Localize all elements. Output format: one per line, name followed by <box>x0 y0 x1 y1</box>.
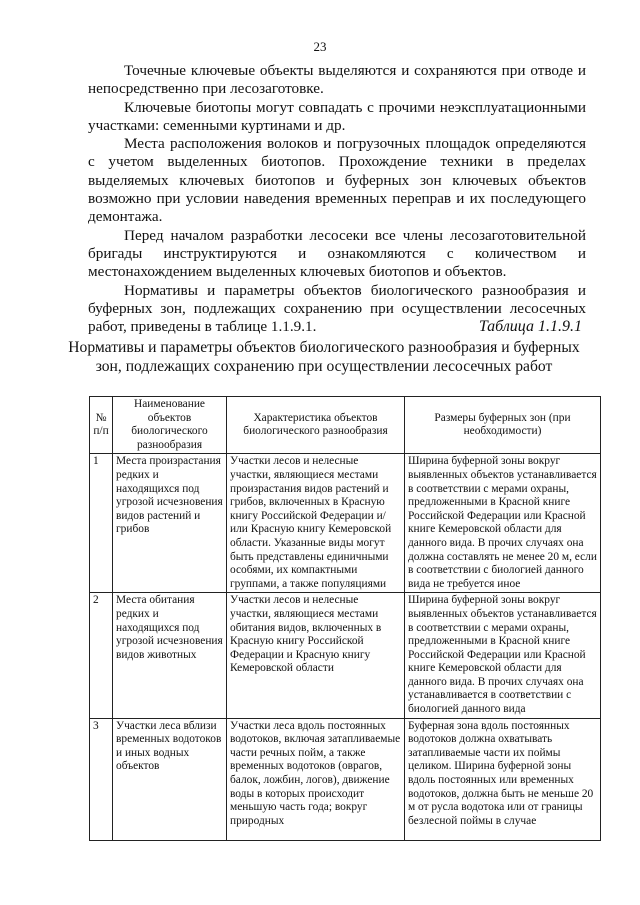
row-buffer: Ширина буферной зоны вокруг выявленных объектов устанавливается в соответствии с мерами охраны, предложенными в Красной книге Российской Федерации или Красной книге Кемеровской области для данного вида. В прочих случаях она устанавливается в соответствии с биологией данного вида <box>405 593 601 718</box>
row-num: 3 <box>90 718 113 840</box>
paragraph: Места расположения волоков и погрузочных площадок определяются с учетом выделенных биотопов. Прохождение техники в пределах выделяемых ключевых биотопов и буферных зон ключевых объектов возможно при условии наведения временных переправ и их последующего демонтажа. <box>88 135 586 226</box>
row-num: 2 <box>90 593 113 718</box>
biodiversity-table <box>89 396 601 841</box>
paragraph: Перед началом разработки лесосеки все члены лесозаготовительной бригады инструктируются и ознакомляются с количеством и местонахождением выделенных ключевых биотопов и объектов. <box>88 226 586 281</box>
paragraph: Ключевые биотопы могут совпадать с прочими неэксплуатационными участками: семенными куртинами и др. <box>88 98 586 134</box>
header-num: № п/п <box>90 397 113 454</box>
header-characteristic: Характеристика объектов биологического разнообразия <box>227 397 405 454</box>
body-text <box>88 62 586 336</box>
table-header-row <box>90 397 601 454</box>
row-num: 1 <box>90 454 113 593</box>
row-characteristic: Участки лесов и нелесные участки, являющиеся местами произрастания видов растений и грибов, включенных в Красную книгу Российской Федерации и/или Красную книгу Кемеровской области. Указанные виды могут быть представлены единичными особями, их компактными группами, а также популяциями <box>227 454 405 593</box>
row-name: Места произрастания редких и находящихся под угрозой исчезновения видов растений и грибов <box>113 454 227 593</box>
header-buffer: Размеры буферных зон (при необходимости) <box>405 397 601 454</box>
row-name: Участки леса вблизи временных водотоков и иных водных объектов <box>113 718 227 840</box>
row-characteristic: Участки лесов и нелесные участки, являющиеся местами обитания видов, включенных в Красную книгу Российской Федерации и Красную книгу Кемеровской области <box>227 593 405 718</box>
paragraph: Нормативы и параметры объектов биологического разнообразия и буферных зон, подлежащих сохранению при осуществлении лесосечных работ, приведены в таблице 1.1.9.1. <box>88 281 586 336</box>
table-row <box>90 718 601 840</box>
table-label: Таблица 1.1.9.1 <box>478 318 582 335</box>
page-number: 23 <box>313 39 327 54</box>
table-row <box>90 454 601 593</box>
row-characteristic: Участки леса вдоль постоянных водотоков, включая затапливаемые части речных пойм, а также временных водотоков (оврагов, балок, ложбин, логов), движение воды в которых происходит меньшую часть года; вокруг природных <box>227 718 405 840</box>
header-name: Наименование объектов биологического разнообразия <box>113 397 227 454</box>
paragraph: Точечные ключевые объекты выделяются и сохраняются при отводе и непосредственно при лесозаготовке. <box>88 62 586 98</box>
table-title: Нормативы и параметры объектов биологического разнообразия и буферных зон, подлежащих сохранению при осуществлении лесосечных работ <box>68 339 580 375</box>
row-name: Места обитания редких и находящихся под угрозой исчезновения видов животных <box>113 593 227 718</box>
table-row <box>90 593 601 718</box>
row-buffer: Ширина буферной зоны вокруг выявленных объектов устанавливается в соответствии с мерами охраны, предложенными в Красной книге Российской Федерации или Красной книге Кемеровской области для данного вида. В прочих случаях она должна составлять не менее 20 м, если в соответствии с биологией данного вида не требуется иное <box>405 454 601 593</box>
row-buffer: Буферная зона вдоль постоянных водотоков должна охватывать затапливаемые части их поймы целиком. Ширина буферной зоны вдоль постоянных или временных водотоков, должна быть не меньше 20 м от русла водотока или от границы безлесной поймы в случае <box>405 718 601 840</box>
